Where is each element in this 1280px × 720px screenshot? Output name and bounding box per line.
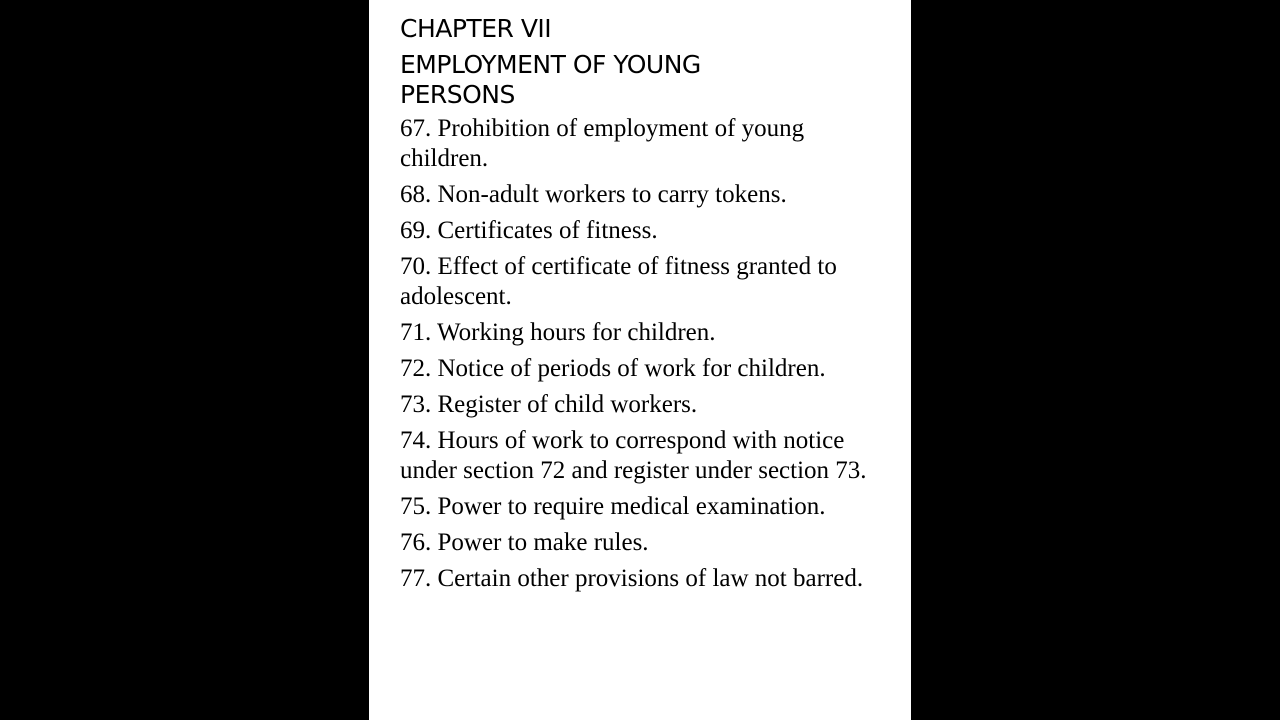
section-list [400, 114, 881, 594]
section-item-75: 75. Power to require medical examination. [400, 493, 826, 520]
section-item-71: 71. Working hours for children. [400, 319, 716, 346]
section-item-72: 72. Notice of periods of work for children. [400, 355, 826, 382]
section-item-77: 77. Certain other provisions of law not barred. [400, 565, 864, 592]
section-item-73: 73. Register of child workers. [400, 391, 698, 418]
section-item-68: 68. Non-adult workers to carry tokens. [400, 181, 787, 208]
section-item-69: 69. Certificates of fitness. [400, 217, 658, 244]
chapter-number: CHAPTER VII [400, 14, 552, 43]
section-item-70: 70. Effect of certificate of fitness granted to adolescent. [400, 253, 837, 310]
section-item-74: 74. Hours of work to correspond with notice under section 72 and register under section 73. [400, 427, 867, 484]
chapter-title: EMPLOYMENT OF YOUNG PERSONS [400, 50, 701, 109]
section-item-67: 67. Prohibition of employment of young children. [400, 115, 805, 172]
section-item-76: 76. Power to make rules. [400, 529, 649, 556]
document-page [369, 0, 911, 720]
